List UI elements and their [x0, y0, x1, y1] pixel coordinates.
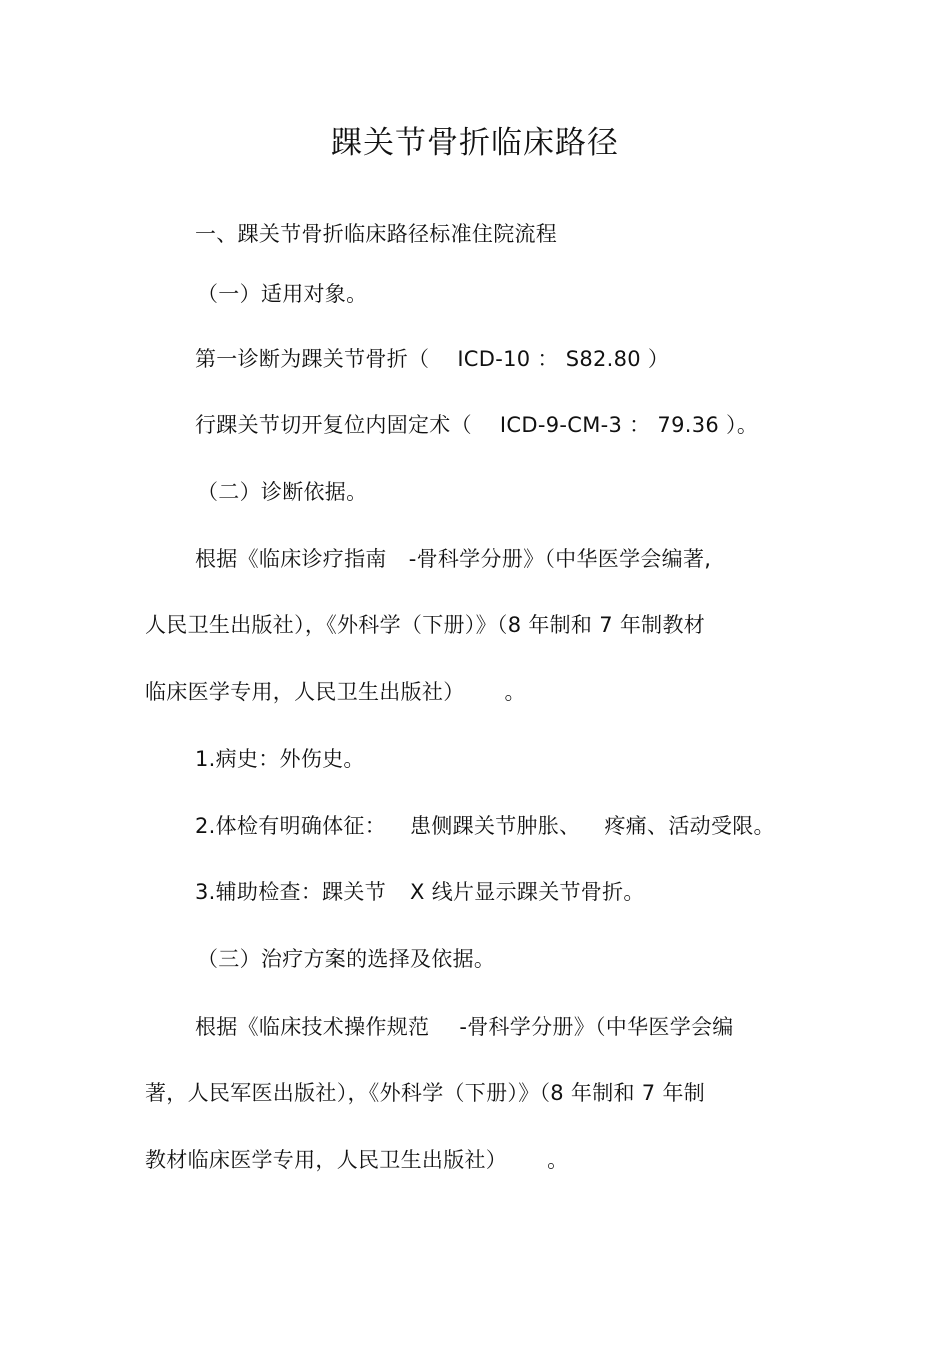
section1-heading: 一、踝关节骨折临床路径标准住院流程 [195, 222, 558, 246]
basis2-line1-b: -骨科学分册》（中华医学会编 [459, 1015, 734, 1039]
criteria-item-3-b: X 线片显示踝关节骨折。 [410, 880, 645, 904]
basis2-line2: 著，人民军医出版社），《外科学（下册）》（8 年制和 7 年制 [145, 1081, 706, 1105]
document-title: 踝关节骨折临床路径 [331, 125, 619, 161]
sub3-heading: （三）治疗方案的选择及依据。 [197, 947, 496, 971]
basis1-line3-b: 。 [504, 680, 526, 704]
criteria-item-3-a: 3.辅助检查：踝关节 [195, 880, 387, 904]
sub2-heading: （二）诊断依据。 [197, 480, 368, 504]
basis1-line3 [145, 677, 526, 707]
basis1-line1 [195, 544, 711, 574]
basis2-line3 [145, 1145, 568, 1175]
criteria-item-3 [195, 877, 645, 907]
diagnosis-line [195, 344, 669, 374]
diagnosis-code: ICD-10 ： S82.80 ） [457, 347, 670, 371]
criteria-item-2-b: 患侧踝关节肿胀、 [410, 814, 581, 838]
criteria-item-1: 1.病史：外伤史。 [195, 747, 365, 771]
procedure-text: 行踝关节切开复位内固定术（ [195, 413, 472, 437]
basis1-line2: 人民卫生出版社），《外科学（下册）》（8 年制和 7 年制教材 [145, 613, 706, 637]
basis2-line1-a: 根据《临床技术操作规范 [195, 1015, 430, 1039]
basis1-line1-b: -骨科学分册》（中华医学会编著, [408, 547, 712, 571]
procedure-line [195, 410, 758, 440]
basis2-line3-a: 教材临床医学专用，人民卫生出版社） [145, 1148, 508, 1172]
criteria-item-2-c: 疼痛、活动受限。 [604, 814, 775, 838]
basis2-line3-b: 。 [547, 1148, 569, 1172]
criteria-item-2 [195, 811, 775, 841]
sub1-heading: （一）适用对象。 [197, 282, 368, 306]
basis1-line1-a: 根据《临床诊疗指南 [195, 547, 387, 571]
basis1-line3-a: 临床医学专用，人民卫生出版社） [145, 680, 465, 704]
diagnosis-text: 第一诊断为踝关节骨折（ [195, 347, 430, 371]
procedure-code: ICD-9-CM-3 ： 79.36 ）。 [499, 413, 759, 437]
criteria-item-2-a: 2.体检有明确体征： [195, 814, 387, 838]
basis2-line1 [195, 1012, 734, 1042]
